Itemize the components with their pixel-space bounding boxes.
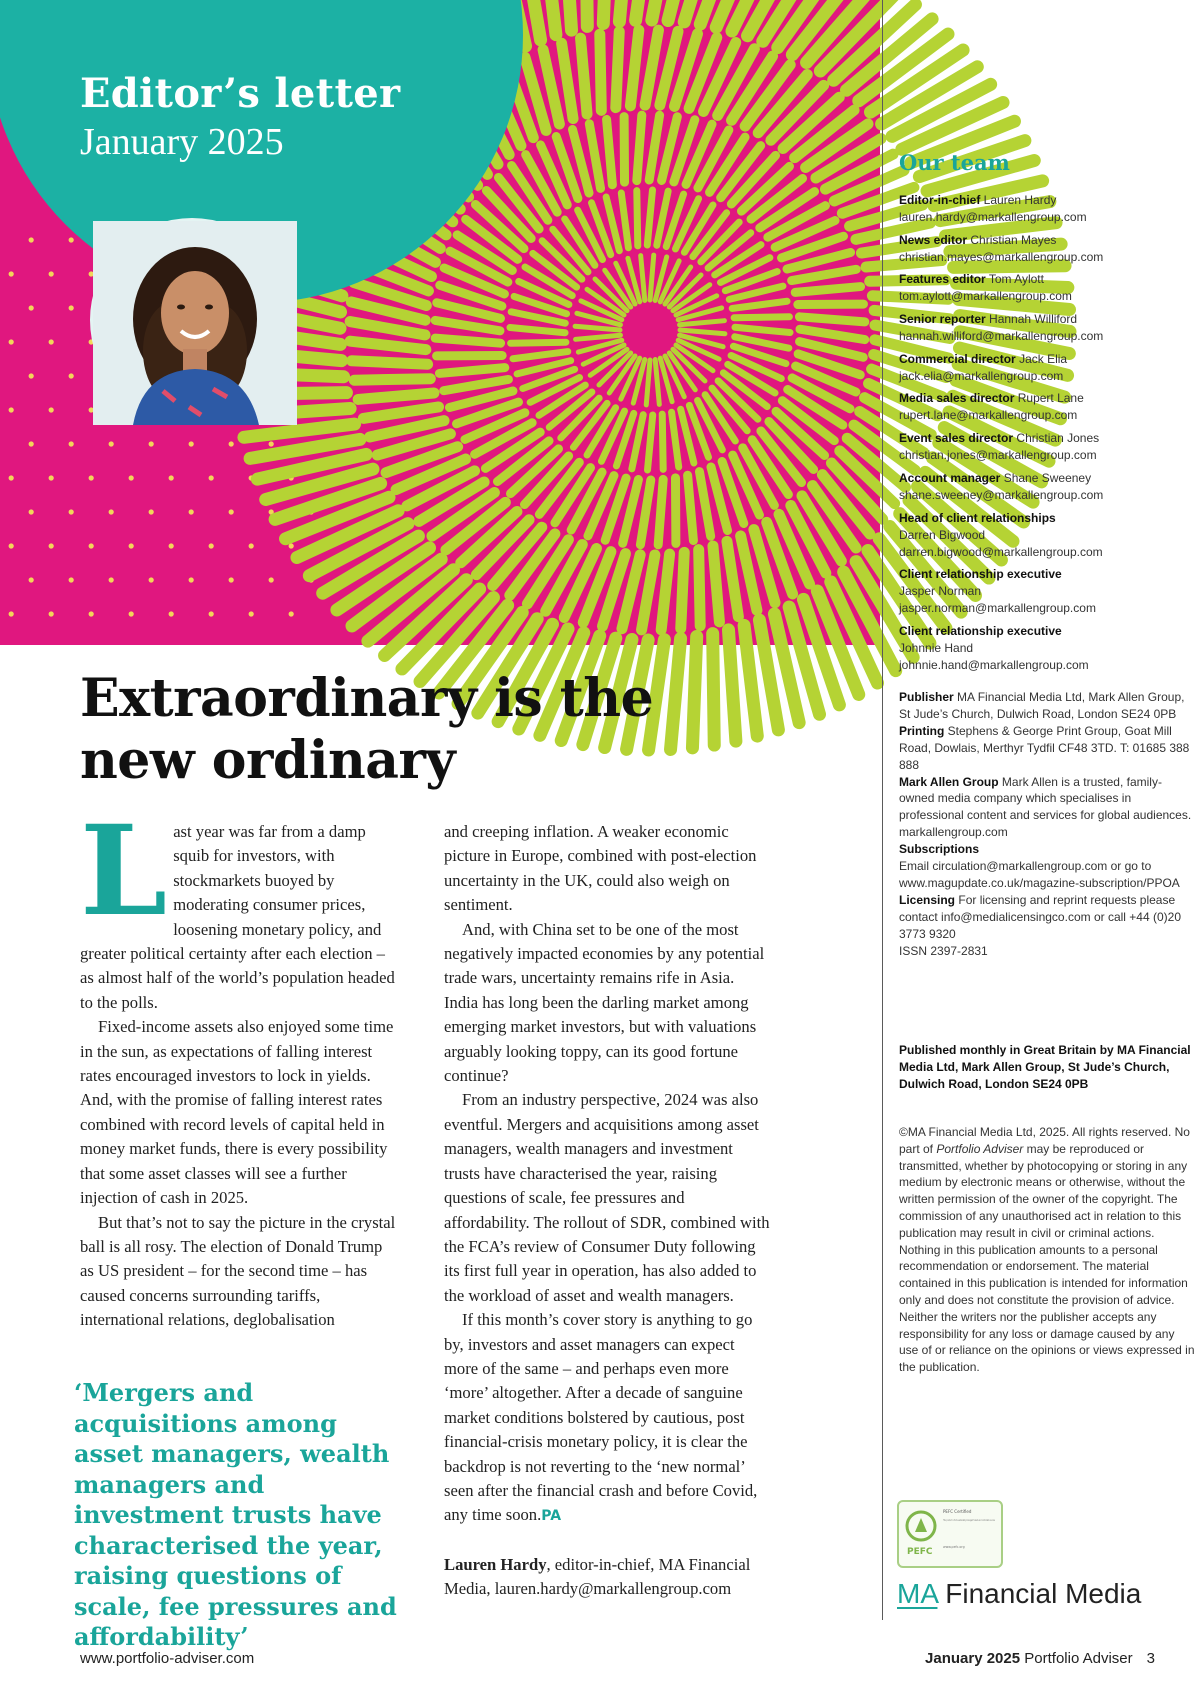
pull-quote: ‘Mergers and acquisitions among asset managers, wealth managers and investment trusts have characterised the year, raising questions of scale, fee pressures and affordability’ xyxy=(74,1378,397,1651)
publisher-text: MA Financial Media Ltd, Mark Allen Group, St Jude’s Church, Dulwich Road, London SE24 0PB xyxy=(899,690,1185,721)
decorative-ray xyxy=(358,393,434,399)
member-name: Jasper Norman xyxy=(899,584,982,599)
decorative-dot xyxy=(249,543,254,548)
printing-text: Stephens & George Print Group, Goat Mill Road, Dowlais, Merthyr Tydfil CF48 3TD. T: 01685 388 888 xyxy=(899,723,1190,772)
decorative-dot xyxy=(49,339,54,344)
team-member xyxy=(899,192,1195,226)
decorative-ray xyxy=(435,338,500,343)
sidebar xyxy=(882,0,1200,1620)
issue-date: January 2025 xyxy=(80,121,284,163)
decorative-dot xyxy=(169,475,174,480)
member-role: Head of client relationships xyxy=(899,510,1056,525)
decorative-ray xyxy=(734,317,789,318)
decorative-ray xyxy=(607,119,613,184)
member-role: Features editor xyxy=(899,272,986,287)
team-member xyxy=(899,271,1195,305)
decorative-ray xyxy=(586,0,588,26)
decorative-dot xyxy=(229,441,234,446)
decorative-ray xyxy=(511,342,566,343)
member-role: Event sales director xyxy=(899,431,1014,446)
decorative-dot xyxy=(249,611,254,616)
printing-label: Printing xyxy=(899,723,945,738)
decorative-ray xyxy=(603,0,607,24)
decorative-dot xyxy=(149,441,154,446)
decorative-dot xyxy=(69,305,74,310)
decorative-dot xyxy=(269,441,274,446)
member-email[interactable]: rupert.lane@markallengroup.com xyxy=(899,408,1078,423)
copyright-notice: ©MA Financial Media Ltd, 2025. All rights reserved. No part of Portfolio Adviser may be reproduced or transmitted, whether by photocopying or storing in any medium by electronic means or otherwise, without the written permission of the owner of the copyright. The commission of any unauthorised act in relation to this publication may result in civil or criminal actions. Nothing in this publication amounts to a personal recommendation or endorsement. The material contained in this publication is intended for information only and does not constitute the provision of advice. Neither the writers nor the publisher accepts any responsibility for any loss or damage caused by any use of or reliance on the opinions or views expressed in the publication. xyxy=(899,1125,1195,1375)
subscriptions-text: Email circulation@markallengroup.com or go to www.magupdate.co.uk/magazine-subscription/PPOA xyxy=(899,859,1180,890)
ma-financial-media-logo: MA Financial Media xyxy=(897,1578,1142,1609)
issn: ISSN 2397-2831 xyxy=(899,943,988,958)
pefc-logo-text: PEFC xyxy=(907,1547,933,1557)
decorative-ray xyxy=(616,32,619,108)
decorative-dot xyxy=(209,611,214,616)
team-member xyxy=(899,390,1195,424)
publication-info xyxy=(899,689,1195,960)
decorative-dot xyxy=(89,543,94,548)
decorative-ray xyxy=(795,287,860,293)
member-name: Christian Jones xyxy=(1016,431,1100,446)
member-email[interactable]: johnnie.hand@markallengroup.com xyxy=(899,657,1089,672)
decorative-dot xyxy=(9,543,14,548)
article-headline: Extraordinary is the new ordinary xyxy=(80,668,654,791)
decorative-ray xyxy=(713,634,715,745)
decorative-dot xyxy=(109,441,114,446)
member-role: Commercial director xyxy=(899,351,1016,366)
member-email[interactable]: christian.jones@markallengroup.com xyxy=(899,448,1097,463)
member-role: Account manager xyxy=(899,470,1001,485)
footer-magazine: Portfolio Adviser xyxy=(1024,1650,1133,1667)
decorative-ray xyxy=(581,38,587,114)
footer-issue: January 2025 xyxy=(925,1650,1021,1667)
decorative-dot xyxy=(9,339,14,344)
page-number: 3 xyxy=(1146,1650,1155,1667)
signoff-details: , editor-in-chief, MA Financial Media, lauren.hardy@markallengroup.com xyxy=(444,1554,751,1599)
licensing-text: For licensing and reprint requests please contact info@medialicensingco.com or call +44 (0)20 3773 9320 xyxy=(899,892,1181,941)
member-email[interactable]: christian.mayes@markallengroup.com xyxy=(899,249,1104,264)
decorative-dot xyxy=(169,611,174,616)
member-name: Rupert Lane xyxy=(1017,391,1084,406)
decorative-ray xyxy=(352,361,428,364)
pefc-url: www.pefc.org xyxy=(943,1545,965,1549)
team-member xyxy=(899,311,1195,345)
decorative-dot xyxy=(189,577,194,582)
decorative-ray xyxy=(699,550,701,626)
team-member xyxy=(899,566,1195,617)
hero-artwork xyxy=(0,0,880,645)
decorative-dot xyxy=(169,543,174,548)
decorative-ray xyxy=(681,552,684,628)
decorative-ray xyxy=(662,414,663,469)
team-member xyxy=(899,623,1195,674)
decorative-dot xyxy=(49,543,54,548)
member-name: Tom Aylott xyxy=(988,272,1044,287)
decorative-dot xyxy=(189,509,194,514)
decorative-dot xyxy=(29,237,34,242)
member-name: Shane Sweeney xyxy=(1003,470,1092,485)
article-paragraph: And, with China set to be one of the most negatively impacted economies by any potential trade wars, uncertainty remains rife in Asia. India has long been the darling market among emerging market investors, but with valuations arguably looking toppy, can its good fortune continue? xyxy=(444,919,765,1086)
member-name: Hannah Williford xyxy=(989,312,1078,327)
article-paragraph: If this month’s cover story is anything to go by, investors and asset managers can expect more of the same – and perhaps even more ‘more’ altogether. After a decade of sanguine market conditions bolstered by cautious, post financial-crisis monetary policy, it is clear the backdrop is not reverting to the ‘new normal’ seen after the financial crash and before Covid, any time soon.PA xyxy=(444,1310,758,1525)
decorative-dot xyxy=(89,475,94,480)
member-name: Lauren Hardy xyxy=(983,193,1057,207)
member-email[interactable]: lauren.hardy@markallengroup.com xyxy=(899,210,1087,224)
decorative-dot xyxy=(49,407,54,412)
decorative-dot xyxy=(129,611,134,616)
member-role: Editor-in-chief xyxy=(899,193,981,207)
decorative-ray xyxy=(658,479,663,544)
signoff xyxy=(444,1553,770,1602)
decorative-ray xyxy=(354,379,430,381)
decorative-ray xyxy=(688,475,694,540)
subscriptions-label: Subscriptions xyxy=(899,842,980,857)
member-email[interactable]: tom.aylott@markallengroup.com xyxy=(899,289,1072,304)
team-member xyxy=(899,232,1195,266)
member-email[interactable]: shane.sweeney@markallengroup.com xyxy=(899,487,1104,502)
decorative-dot xyxy=(129,475,134,480)
member-name: Darren Bigwood xyxy=(899,527,986,542)
decorative-dot xyxy=(29,577,34,582)
decorative-ray xyxy=(637,191,638,246)
article-paragraph: Fixed-income assets also enjoyed some time in the sun, as expectations of falling interest rates encouraged investors to lock in yields. And, with the promise of falling interest rates combined with record levels of capital held in money market funds, there is every possibility that some asset classes will see a further injection of cash in 2025. xyxy=(80,1017,394,1208)
decorative-dot xyxy=(69,509,74,514)
member-email[interactable]: darren.bigwood@markallengroup.com xyxy=(899,544,1103,559)
group-text: Mark Allen is a trusted, family-owned media company which specialises in professional content and services for global audiences. markallengroup.com xyxy=(899,774,1192,840)
member-role: Client relationship executive xyxy=(899,623,1062,638)
decorative-dot xyxy=(129,543,134,548)
decorative-ray xyxy=(637,115,642,180)
pefc-certification-logo xyxy=(897,1500,1003,1568)
decorative-ray xyxy=(799,317,864,322)
member-role: Client relationship executive xyxy=(899,567,1062,582)
decorative-dot xyxy=(29,373,34,378)
decorative-dot xyxy=(69,577,74,582)
decorative-dot xyxy=(29,441,34,446)
decorative-dot xyxy=(89,611,94,616)
member-role: Media sales director xyxy=(899,391,1015,406)
article-column-2 xyxy=(444,820,770,1602)
article-paragraph: From an industry perspective, 2024 was also eventful. Mergers and acquisitions among asset managers, wealth managers and investment trusts have characterised the year, raising questions of scale, fee pressures and affordability. The rollout of SDR, combined with the FCA’s review of Consumer Duty following its first full year in operation, has also added to the workload of asset and wealth managers. xyxy=(444,1090,770,1305)
decorative-dot xyxy=(149,509,154,514)
article-paragraph: and creeping inflation. A weaker economic picture in Europe, combined with post-election uncertainty in the UK, could also weigh on sentiment. xyxy=(444,822,757,915)
team-member xyxy=(899,430,1195,464)
decorative-dot xyxy=(9,475,14,480)
decorative-dot xyxy=(9,611,14,616)
section-title: Editor’s letter xyxy=(80,70,401,117)
member-role: Senior reporter xyxy=(899,312,986,327)
member-name: Christian Mayes xyxy=(970,232,1057,247)
team-title: Our team xyxy=(899,150,1010,175)
publisher-label: Publisher xyxy=(899,690,954,704)
decorative-ray xyxy=(439,368,504,374)
decorative-dot xyxy=(69,441,74,446)
decorative-ray xyxy=(728,630,735,741)
team-member xyxy=(899,351,1195,385)
decorative-ray xyxy=(600,34,602,110)
team-member xyxy=(899,470,1195,504)
footer-issue-info xyxy=(925,1650,1155,1667)
decorative-dot xyxy=(29,305,34,310)
decorative-dot xyxy=(49,611,54,616)
decorative-dot xyxy=(49,475,54,480)
decorative-dot xyxy=(69,373,74,378)
member-role: News editor xyxy=(899,232,968,247)
member-email[interactable]: hannah.williford@markallengroup.com xyxy=(899,329,1104,344)
decorative-dot xyxy=(49,271,54,276)
end-mark: PA xyxy=(541,1508,562,1525)
group-label: Mark Allen Group xyxy=(899,774,999,789)
decorative-ray xyxy=(713,546,719,622)
footer-website: www.portfolio-adviser.com xyxy=(80,1650,255,1667)
pefc-title: PEFC Certified xyxy=(943,1509,972,1514)
decorative-dot xyxy=(289,611,294,616)
decorative-dot xyxy=(109,509,114,514)
licensing-label: Licensing xyxy=(899,892,956,907)
decorative-dot xyxy=(29,509,34,514)
member-name: Jack Elia xyxy=(1019,351,1068,366)
decorative-dot xyxy=(229,509,234,514)
decorative-dot xyxy=(69,237,74,242)
member-name: Johnnie Hand xyxy=(899,640,974,655)
decorative-ray xyxy=(692,636,696,747)
published-note: Published monthly in Great Britain by MA Financial Media Ltd, Mark Allen Group, St Jude’s Church, Dulwich Road, London SE24 0PB xyxy=(899,1043,1191,1091)
drop-cap: L xyxy=(80,799,168,944)
decorative-dot xyxy=(189,441,194,446)
decorative-ray xyxy=(564,0,571,30)
signoff-name: Lauren Hardy xyxy=(444,1554,547,1574)
decorative-dot xyxy=(209,475,214,480)
decorative-dot xyxy=(229,577,234,582)
member-email[interactable]: jasper.norman@markallengroup.com xyxy=(899,601,1096,616)
article-paragraph: Last year was far from a damp squib for investors, with stockmarkets buoyed by moderating consumer prices, loosening monetary policy, and greater political certainty after each election – as almost half of the world’s population headed to the polls. xyxy=(80,799,395,1012)
pefc-small-text: This product is from sustainably managed forests and controlled sources xyxy=(942,1518,996,1522)
decorative-dot xyxy=(9,407,14,412)
member-email[interactable]: jack.elia@markallengroup.com xyxy=(899,368,1064,383)
team-list xyxy=(899,192,1195,680)
decorative-dot xyxy=(109,577,114,582)
decorative-dot xyxy=(9,271,14,276)
decorative-dot xyxy=(209,543,214,548)
team-member xyxy=(899,510,1195,561)
decorative-dot xyxy=(269,577,274,582)
article-paragraph: But that’s not to say the picture in the crystal ball is all rosy. The election of Donald Trump as US president – for the second time – has caused concerns surrounding tariffs, international relations, deglobalisation xyxy=(80,1212,396,1330)
decorative-dot xyxy=(149,577,154,582)
editor-portrait xyxy=(90,218,294,422)
article-column-1 xyxy=(80,799,400,1333)
